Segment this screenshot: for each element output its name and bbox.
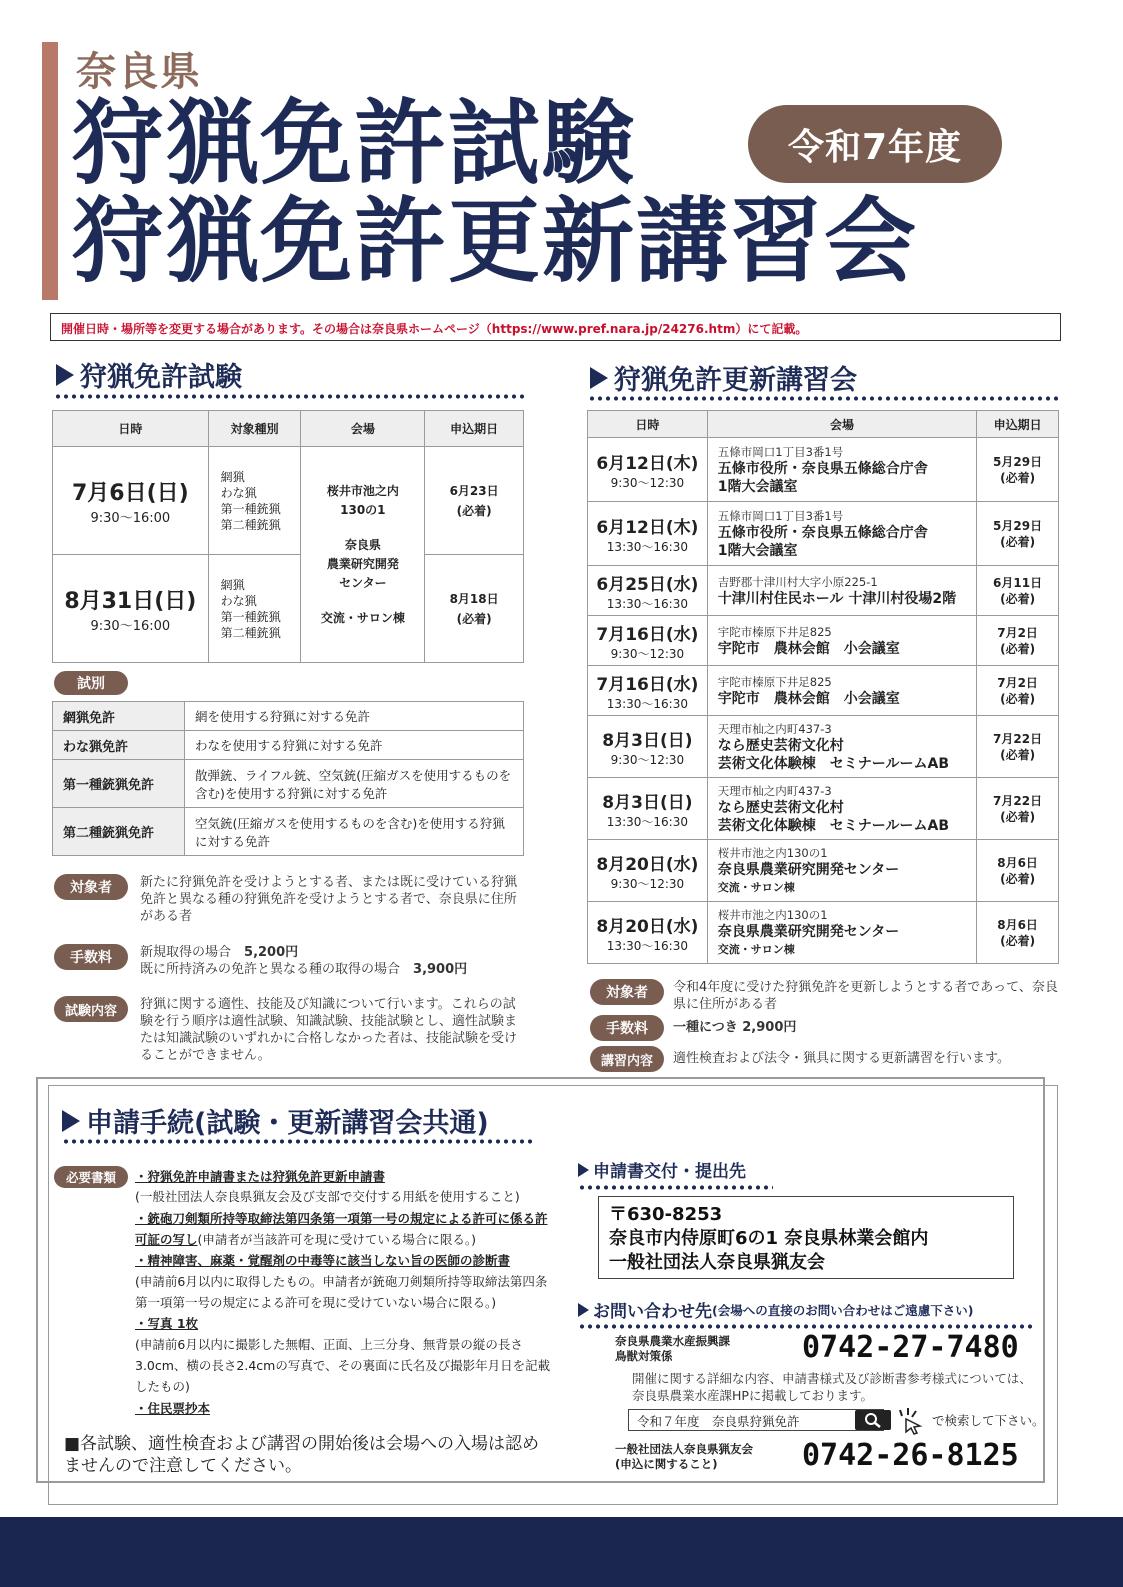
col-header: 日時 xyxy=(53,411,209,447)
deadline-date: 6月23日 xyxy=(449,483,499,498)
doc-item xyxy=(135,1313,198,1334)
cursor-icon xyxy=(896,1407,926,1435)
deadline-date: 8月6日 xyxy=(997,917,1038,932)
kind-name: わな猟免許 xyxy=(53,731,185,760)
renewal-venue-cell xyxy=(707,778,976,840)
submit-address: 奈良市内侍原町6の1 奈良県林業会館内 xyxy=(609,1228,929,1249)
prefecture-name: 奈良県 xyxy=(76,49,202,95)
renewal-date: 7月16日(水) xyxy=(596,624,699,645)
exam-types xyxy=(208,555,301,663)
venue-name: 宇陀市 農林会館 小会議室 xyxy=(717,640,900,657)
venue-name: 奈良県農業研究開発センター xyxy=(717,923,900,940)
renewal-deadline xyxy=(977,778,1059,840)
renewal-date-cell xyxy=(588,778,708,840)
renewal-time: 9:30～12:30 xyxy=(610,876,685,891)
venue-name: 宇陀市 農林会館 小会議室 xyxy=(717,690,900,707)
type-item: 第一種銃猟 xyxy=(220,609,281,624)
deadline-date: 7月22日 xyxy=(993,793,1043,808)
deadline-note: (必着) xyxy=(1000,470,1036,485)
renewal-date: 7月16日(水) xyxy=(596,674,699,695)
deadline-date: 6月11日 xyxy=(993,575,1043,590)
doc-note: (一般社団法人奈良県猟友会及び支部で交付する用紙を使用すること) xyxy=(135,1189,520,1204)
venue-line: 交流・サロン棟 xyxy=(320,610,405,625)
renewal-date: 6月12日(木) xyxy=(596,517,699,538)
renewal-date: 6月12日(木) xyxy=(596,453,699,474)
renewal-time: 13:30～16:30 xyxy=(606,938,688,953)
contact2-org-section: (申込に関すること) xyxy=(615,1457,718,1471)
deadline-note: (必着) xyxy=(456,611,492,626)
deadline-date: 7月22日 xyxy=(993,731,1043,746)
exam-types xyxy=(208,447,301,555)
triangle-icon xyxy=(590,367,608,389)
venue-line: 桜井市池之内 xyxy=(326,483,399,498)
venue-line: センター xyxy=(339,575,387,590)
submit-address-box xyxy=(598,1196,1014,1279)
renewal-date-cell xyxy=(588,502,708,566)
accent-bar xyxy=(42,42,58,300)
triangle-icon xyxy=(62,1110,80,1132)
renewal-deadline xyxy=(977,902,1059,964)
deadline-date: 8月6日 xyxy=(997,855,1038,870)
venue-address: 桜井市池之内130の1 xyxy=(717,845,828,860)
renewal-time: 9:30～12:30 xyxy=(610,646,685,661)
fee-amount: 5,200円 xyxy=(244,945,299,960)
renewal-date-cell xyxy=(588,716,708,778)
footer-bar xyxy=(0,1517,1123,1587)
type-item: 第一種銃猟 xyxy=(220,501,281,516)
exam-date-cell xyxy=(53,555,209,663)
fee-line-1 xyxy=(140,944,530,961)
col-header: 申込期日 xyxy=(425,411,524,447)
triangle-icon xyxy=(578,1303,589,1317)
dotted-rule xyxy=(62,1139,532,1144)
kind-desc: 網を使用する狩猟に対する免許 xyxy=(185,702,524,731)
exam-schedule-table xyxy=(52,410,524,663)
renewal-content-label: 講習内容 xyxy=(590,1046,664,1072)
type-item: わな猟 xyxy=(220,593,257,608)
table-row xyxy=(53,808,524,856)
kind-name: 第一種銃猟免許 xyxy=(53,760,185,808)
venue-address: 五條市岡口1丁目3番1号 xyxy=(717,444,844,459)
renewal-date-cell xyxy=(588,666,708,716)
venue-line: 奈良県 xyxy=(344,537,381,552)
fee-amount: 3,900円 xyxy=(413,962,468,977)
venue-room: 芸術文化体験棟 セミナールームAB xyxy=(717,755,949,772)
table-row xyxy=(53,760,524,808)
deadline-date: 5月29日 xyxy=(993,454,1043,469)
contact1-org xyxy=(615,1334,730,1364)
renewal-deadline xyxy=(977,716,1059,778)
renewal-venue-cell xyxy=(707,502,976,566)
kind-desc: 空気銃(圧縮ガスを使用するものを含む)を使用する狩猟に対する免許 xyxy=(185,808,524,856)
doc-note: (申請前6月以内に取得したもの。申請者が銃砲刀剣類所持等取締法第四条第一項第一号の規定による許可を現に受けていない場合に限る。) xyxy=(135,1274,548,1310)
doc-note: (申請者が当該許可を現に受けている場合に限る。) xyxy=(197,1232,477,1247)
deadline-date: 7月2日 xyxy=(997,675,1038,690)
search-suffix: で検索して下さい。 xyxy=(932,1413,1045,1428)
renewal-deadline xyxy=(977,502,1059,566)
search-icon xyxy=(855,1410,891,1430)
col-header: 申込期日 xyxy=(977,411,1059,438)
dotted-rule xyxy=(578,1185,773,1190)
contact-note: (会場への直接のお問い合わせはご遠慮下さい) xyxy=(712,1302,974,1318)
deadline-note: (必着) xyxy=(1000,641,1036,656)
exam-fee xyxy=(140,944,530,978)
renewal-deadline xyxy=(977,438,1059,502)
deadline-note: (必着) xyxy=(1000,534,1036,549)
venue-room: 交流・サロン棟 xyxy=(717,942,795,956)
spacer xyxy=(301,520,424,536)
type-item: 網猟 xyxy=(220,577,245,592)
type-item: わな猟 xyxy=(220,485,257,500)
table-row xyxy=(53,447,524,555)
fee-line-2 xyxy=(140,961,530,978)
exam-time: 9:30～16:00 xyxy=(90,618,171,634)
venue-name: 五條市役所・奈良県五條総合庁舎 xyxy=(717,524,928,541)
change-notice: 開催日時・場所等を変更する場合があります。その場合は奈良県ホームページ（https://www.pref.nara.jp/24276.htm）にて記載。 xyxy=(50,313,1061,341)
col-header: 対象種別 xyxy=(208,411,301,447)
deadline-note: (必着) xyxy=(1000,871,1036,886)
contact1-org-name: 奈良県農業水産振興課 xyxy=(615,1334,730,1348)
exam-fee-label: 手数料 xyxy=(54,944,128,970)
venue-line: 130の1 xyxy=(340,502,386,517)
renewal-venue-cell xyxy=(707,566,976,616)
exam-venue xyxy=(301,447,425,663)
table-row xyxy=(53,555,524,663)
venue-name: なら歴史芸術文化村 xyxy=(717,737,844,754)
table-row xyxy=(588,438,1059,502)
application-heading-text: 申請手続(試験・更新講習会共通) xyxy=(86,1108,489,1139)
renewal-target-label: 対象者 xyxy=(590,979,664,1005)
type-item: 第二種銃猟 xyxy=(220,625,281,640)
contact1-phone[interactable]: 0742-27-7480 xyxy=(802,1330,1019,1365)
deadline-date: 5月29日 xyxy=(993,518,1043,533)
table-row xyxy=(588,502,1059,566)
renewal-venue-cell xyxy=(707,666,976,716)
renewal-date-cell xyxy=(588,902,708,964)
doc-title: ・精神障害、麻薬・覚醒剤の中毒等に該当しない旨の医師の診断書 xyxy=(135,1253,511,1268)
renewal-fee-text: 一種につき 2,900円 xyxy=(673,1020,797,1035)
renewal-date-cell xyxy=(588,566,708,616)
deadline-note: (必着) xyxy=(1000,933,1036,948)
table-row xyxy=(53,731,524,760)
renewal-date: 8月20日(水) xyxy=(596,916,699,937)
submit-heading xyxy=(578,1157,746,1182)
contact2-org-name: 一般社団法人奈良県猟友会 xyxy=(615,1442,753,1456)
dotted-rule xyxy=(588,396,1060,401)
venue-room: 1階大会議室 xyxy=(717,478,798,495)
spacer xyxy=(301,593,424,609)
main-title-renewal: 狩猟免許更新講習会 xyxy=(72,188,919,295)
renewal-time: 9:30～12:30 xyxy=(610,475,685,490)
docs-label: 必要書類 xyxy=(54,1166,128,1188)
exam-date-cell xyxy=(53,447,209,555)
col-header: 日時 xyxy=(588,411,708,438)
renewal-content-text: 適性検査および法令・猟具に関する更新講習を行います。 xyxy=(673,1051,1010,1066)
venue-name: 奈良県農業研究開発センター xyxy=(717,861,900,878)
fee-desc: 既に所持済みの免許と異なる種の取得の場合 xyxy=(140,962,401,977)
submit-heading-text: 申請書交付・提出先 xyxy=(593,1162,746,1182)
application-heading xyxy=(62,1101,489,1140)
exam-target-text: 新たに狩猟免許を受けようとする者、または既に受けている狩猟免許と異なる種の狩猟免許を受けようとする者で、奈良県に住所がある者 xyxy=(140,875,518,924)
search-input[interactable]: 令和７年度 奈良県狩猟免許 xyxy=(628,1409,884,1431)
contact-heading xyxy=(578,1297,973,1322)
dotted-rule xyxy=(54,394,524,399)
table-row xyxy=(588,616,1059,666)
kind-desc: わなを使用する狩猟に対する免許 xyxy=(185,731,524,760)
col-header: 会場 xyxy=(301,411,425,447)
renewal-venue-cell xyxy=(707,716,976,778)
table-row xyxy=(588,778,1059,840)
renewal-target-text: 令和4年度に受けた狩猟免許を更新しようとする者であって、奈良県に住所がある者 xyxy=(673,980,1058,1012)
venue-address: 天理市杣之内町437-3 xyxy=(717,721,832,736)
kinds-label: 試別 xyxy=(54,671,128,695)
renewal-deadline xyxy=(977,616,1059,666)
deadline-note: (必着) xyxy=(1000,747,1036,762)
triangle-icon xyxy=(578,1163,589,1177)
venue-room: 芸術文化体験棟 セミナールームAB xyxy=(717,817,949,834)
renewal-date: 8月3日(日) xyxy=(602,730,693,751)
contact-heading-text: お問い合わせ先 xyxy=(593,1302,712,1322)
renewal-time: 13:30～16:30 xyxy=(606,596,688,611)
exam-target-label: 対象者 xyxy=(54,874,128,900)
renewal-venue-cell xyxy=(707,616,976,666)
exam-heading xyxy=(56,355,242,394)
renewal-date-cell xyxy=(588,438,708,502)
year-badge: 令和7年度 xyxy=(748,105,1002,183)
type-item: 第二種銃猟 xyxy=(220,517,281,532)
triangle-icon xyxy=(56,364,74,386)
renewal-time: 13:30～16:30 xyxy=(606,539,688,554)
renewal-date: 8月20日(水) xyxy=(596,854,699,875)
venue-room: 交流・サロン棟 xyxy=(717,880,795,894)
venue-line: 農業研究開発 xyxy=(326,556,399,571)
renewal-fee-label: 手数料 xyxy=(590,1015,664,1041)
license-kinds-table xyxy=(52,701,524,856)
exam-time: 9:30～16:00 xyxy=(90,510,171,526)
kind-name: 網猟免許 xyxy=(53,702,185,731)
renewal-date-cell xyxy=(588,840,708,902)
venue-address: 桜井市池之内130の1 xyxy=(717,907,828,922)
exam-date: 7月6日(日) xyxy=(71,480,189,506)
venue-address: 五條市岡口1丁目3番1号 xyxy=(717,508,844,523)
doc-title: ・住民票抄本 xyxy=(135,1401,211,1416)
dotted-rule xyxy=(578,1324,1033,1329)
doc-note: (申請前6月以内に撮影した無帽、正面、上三分身、無背景の縦の長さ3.0cm、横の長さ2.4cmの写真で、その裏面に氏名及び撮影年月日を記載したもの) xyxy=(135,1337,551,1394)
renewal-heading-text: 狩猟免許更新講習会 xyxy=(614,365,857,396)
renewal-deadline xyxy=(977,566,1059,616)
exam-content-text: 狩猟に関する適性、技能及び知識について行います。これらの試験を行う順序は適性試験、知識試験、技能試験とし、適性試験または知識試験のいずれかに合格しなかった者は、技能試験を受けることができません。 xyxy=(140,997,518,1063)
exam-heading-text: 狩猟免許試験 xyxy=(80,362,242,393)
exam-content-label: 試験内容 xyxy=(54,996,128,1022)
renewal-heading xyxy=(590,358,857,397)
table-row xyxy=(53,702,524,731)
contact1-org-section: 鳥獣対策係 xyxy=(615,1349,673,1363)
contact2-phone[interactable]: 0742-26-8125 xyxy=(802,1438,1019,1473)
fee-desc: 新規取得の場合 xyxy=(140,945,232,960)
renewal-deadline xyxy=(977,666,1059,716)
table-row xyxy=(588,840,1059,902)
deadline-date: 8月18日 xyxy=(449,591,499,606)
renewal-deadline xyxy=(977,840,1059,902)
table-row xyxy=(588,716,1059,778)
venue-address: 宇陀市榛原下井足825 xyxy=(717,624,832,639)
deadline-date: 7月2日 xyxy=(997,625,1038,640)
venue-name: 五條市役所・奈良県五條総合庁舎 xyxy=(717,460,928,477)
doc-item xyxy=(135,1250,510,1271)
venue-room: 1階大会議室 xyxy=(717,542,798,559)
renewal-date-cell xyxy=(588,616,708,666)
venue-name: 十津川村住民ホール 十津川村役場2階 xyxy=(717,590,957,607)
type-item: 網猟 xyxy=(220,469,245,484)
table-row xyxy=(588,566,1059,616)
kind-name: 第二種銃猟免許 xyxy=(53,808,185,856)
doc-title: ・狩猟免許申請書または狩猟免許更新申請書 xyxy=(135,1169,386,1184)
main-title-exam: 狩猟免許試験 xyxy=(72,90,637,197)
exam-date: 8月31日(日) xyxy=(64,588,197,614)
doc-title: ・写真 1枚 xyxy=(135,1316,199,1331)
renewal-time: 13:30～16:30 xyxy=(606,696,688,711)
renewal-date: 6月25日(水) xyxy=(596,574,699,595)
col-header: 会場 xyxy=(707,411,976,438)
doc-title: ・銃砲刀剣類所持等取締法第四条第一項第一号の規定による許可に係る許可証の写し xyxy=(135,1211,548,1247)
exam-deadline xyxy=(425,555,524,663)
deadline-note: (必着) xyxy=(1000,809,1036,824)
search-button[interactable] xyxy=(855,1410,891,1430)
doc-item xyxy=(135,1166,385,1187)
venue-name: なら歴史芸術文化村 xyxy=(717,799,844,816)
submit-org: 一般社団法人奈良県猟友会 xyxy=(609,1252,825,1273)
renewal-time: 13:30～16:30 xyxy=(606,814,688,829)
venue-address: 吉野郡十津川村大字小原225-1 xyxy=(717,574,878,589)
table-row xyxy=(588,666,1059,716)
postal-code: 〒630-8253 xyxy=(609,1204,723,1225)
renewal-venue-cell xyxy=(707,902,976,964)
deadline-note: (必着) xyxy=(456,503,492,518)
kind-desc: 散弾銃、ライフル銃、空気銃(圧縮ガスを使用するものを含む)を使用する狩猟に対する免許 xyxy=(185,760,524,808)
venue-address: 天理市杣之内町437-3 xyxy=(717,783,832,798)
contact-info: 開催に関する詳細な内容、申請書様式及び診断書参考様式については、奈良県農業水産課HPに掲載しております。 xyxy=(632,1371,1032,1403)
renewal-time: 9:30～12:30 xyxy=(610,752,685,767)
renewal-venue-cell xyxy=(707,840,976,902)
entry-warning: ■各試験、適性検査および講習の開始後は会場への入場は認めませんので注意してください。 xyxy=(64,1434,540,1476)
renewal-schedule-table xyxy=(587,410,1059,964)
deadline-note: (必着) xyxy=(1000,691,1036,706)
table-row xyxy=(588,902,1059,964)
renewal-date: 8月3日(日) xyxy=(602,792,693,813)
contact2-org xyxy=(615,1442,753,1472)
exam-deadline xyxy=(425,447,524,555)
doc-item xyxy=(135,1208,555,1250)
renewal-venue-cell xyxy=(707,438,976,502)
doc-item xyxy=(135,1398,210,1419)
venue-address: 宇陀市榛原下井足825 xyxy=(717,674,832,689)
deadline-note: (必着) xyxy=(1000,591,1036,606)
